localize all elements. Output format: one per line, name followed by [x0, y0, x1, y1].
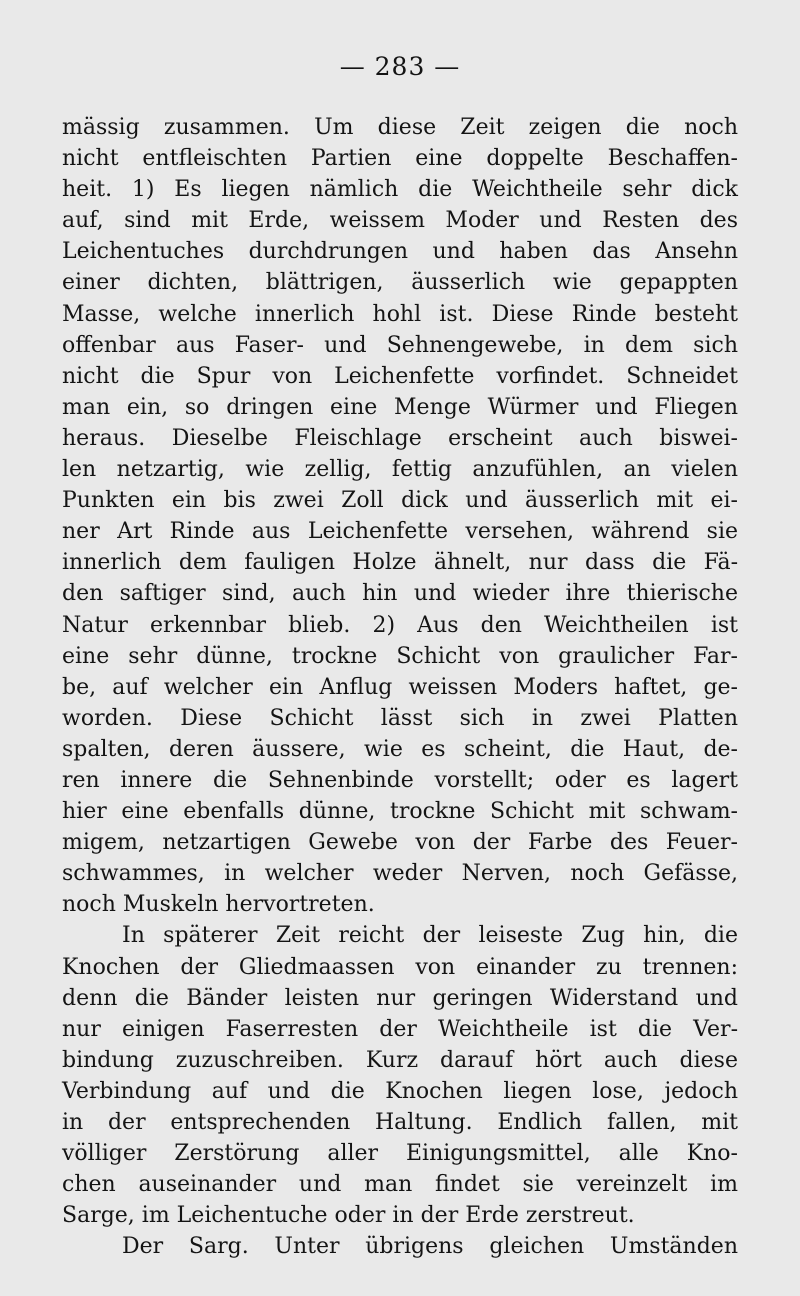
paragraph-end-line: Sarge, im Leichentuche oder in der Erde zerstreut.	[62, 1203, 635, 1229]
text-line: nicht entfleischten Partien eine doppelte Beschaffen-	[62, 146, 738, 172]
text-line: len netzartig, wie zellig, fettig anzufühlen, an vielen	[62, 457, 738, 483]
text-line: in der entsprechenden Haltung. Endlich fallen, mit	[62, 1110, 738, 1135]
text-line: spalten, deren äussere, wie es scheint, die Haut, de-	[62, 736, 738, 762]
text-line: Natur erkennbar blieb. 2) Aus den Weichtheilen ist	[62, 612, 738, 638]
text-line: Leichentuches durchdrungen und haben das Ansehn	[62, 239, 738, 265]
text-line: denn die Bänder leisten nur geringen Widerstand und	[62, 985, 738, 1011]
paragraph-start-line: In späterer Zeit reicht der leiseste Zug hin, die	[122, 923, 738, 949]
text-line: mässig zusammen. Um diese Zeit zeigen die noch	[62, 115, 738, 140]
text-line: Punkten ein bis zwei Zoll dick und äusserlich mit ei-	[62, 488, 738, 514]
text-line: nur einigen Faserresten der Weichtheile ist die Ver-	[62, 1016, 738, 1042]
text-line: schwammes, in welcher weder Nerven, noch Gefässe,	[62, 861, 738, 887]
page-number: — 283 —	[339, 52, 461, 81]
text-line: Verbindung auf und die Knochen liegen lose, jedoch	[62, 1078, 738, 1104]
text-line: worden. Diese Schicht lässt sich in zwei Platten	[62, 705, 738, 731]
paragraph-end-line: noch Muskeln hervortreten.	[62, 892, 375, 918]
text-line: migem, netzartigen Gewebe von der Farbe des Feuer-	[62, 830, 738, 856]
text-line: nicht die Spur von Leichenfette vorfindet. Schneidet	[62, 363, 738, 389]
text-line: offenbar aus Faser- und Sehnengewebe, in dem sich	[62, 332, 738, 358]
text-line: eine sehr dünne, trockne Schicht von graulicher Far-	[62, 643, 738, 669]
paragraph-start-line: Der Sarg. Unter übrigens gleichen Umständen	[122, 1234, 738, 1260]
text-line: heraus. Dieselbe Fleischlage erscheint auch biswei-	[62, 425, 738, 451]
body-text	[62, 112, 738, 1262]
text-line: einer dichten, blättrigen, äusserlich wie gepappten	[62, 270, 738, 296]
text-line: bindung zuzuschreiben. Kurz darauf hört auch diese	[62, 1047, 738, 1073]
text-line: innerlich dem fauligen Holze ähnelt, nur dass die Fä-	[62, 550, 738, 576]
text-line: Masse, welche innerlich hohl ist. Diese Rinde besteht	[62, 301, 738, 327]
text-line: man ein, so dringen eine Menge Würmer und Fliegen	[62, 394, 738, 420]
text-line: den saftiger sind, auch hin und wieder ihre thierische	[62, 581, 738, 607]
text-line: völliger Zerstörung aller Einigungsmittel, alle Kno-	[62, 1141, 738, 1167]
text-line: ner Art Rinde aus Leichenfette versehen, während sie	[62, 519, 738, 545]
text-line: ren innere die Sehnenbinde vorstellt; oder es lagert	[62, 767, 738, 793]
text-line: be, auf welcher ein Anflug weissen Moders haftet, ge-	[62, 674, 738, 700]
text-line: auf, sind mit Erde, weissem Moder und Resten des	[62, 208, 738, 234]
text-line: chen auseinander und man findet sie vereinzelt im	[62, 1172, 738, 1198]
text-line: Knochen der Gliedmaassen von einander zu trennen:	[62, 954, 738, 980]
text-line: hier eine ebenfalls dünne, trockne Schicht mit schwam-	[62, 799, 738, 825]
text-line: heit. 1) Es liegen nämlich die Weichtheile sehr dick	[62, 177, 738, 203]
